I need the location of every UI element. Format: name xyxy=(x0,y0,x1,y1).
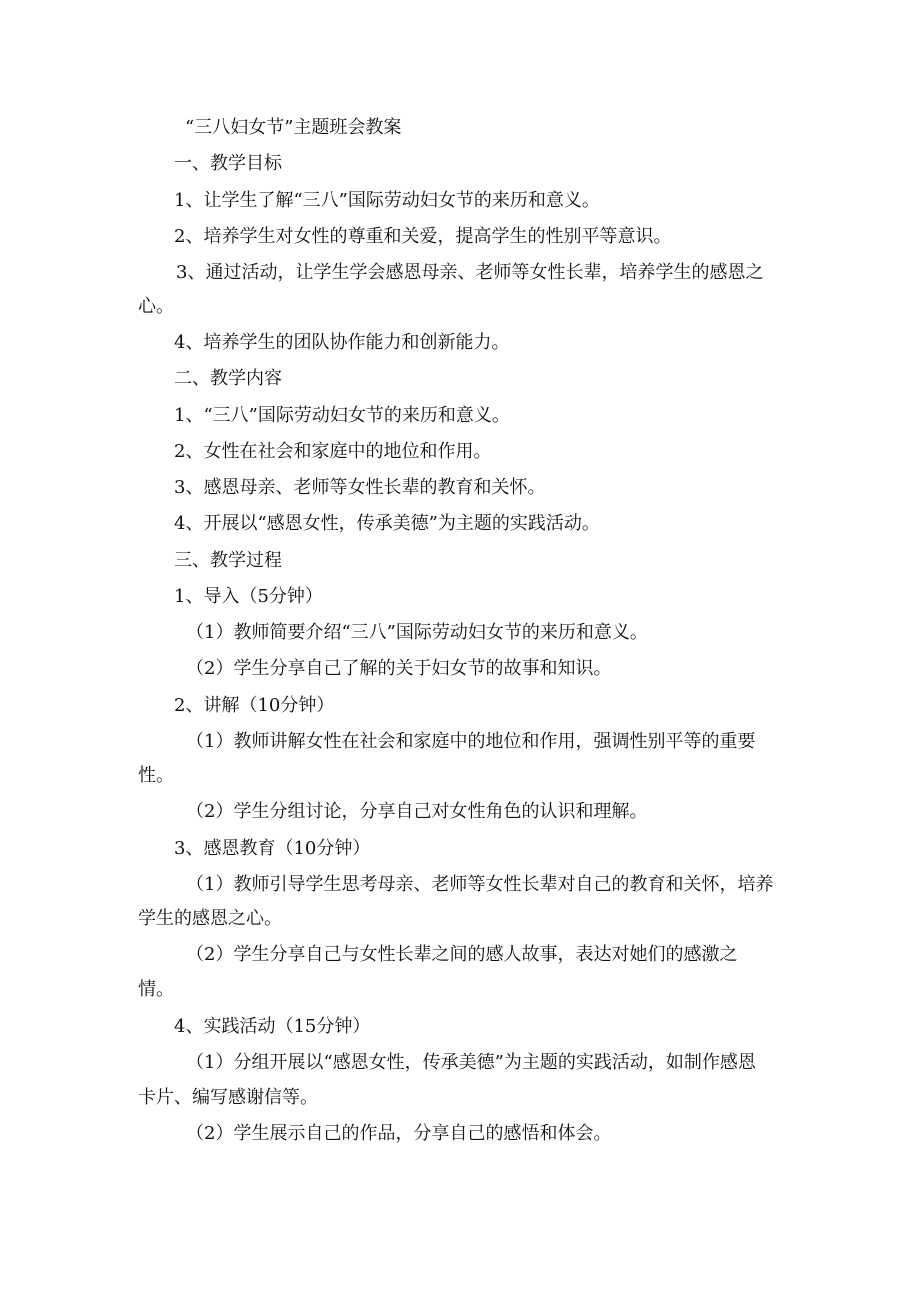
section-heading-content: 二、教学内容 xyxy=(174,368,282,389)
content-item-2: 2、女性在社会和家庭中的地位和作用。 xyxy=(174,441,492,462)
content-item-4: 4、开展以“感恩女性，传承美德”为主题的实践活动。 xyxy=(174,513,600,534)
process-step-4-sub-2: （2）学生展示自己的作品，分享自己的感悟和体会。 xyxy=(186,1123,612,1144)
process-step-3-sub-1-line-1: （1）教师引导学生思考母亲、老师等女性长辈对自己的教育和关怀，培养 xyxy=(186,874,774,895)
process-step-1-sub-1: （1）教师简要介绍“三八”国际劳动妇女节的来历和意义。 xyxy=(186,622,648,643)
objective-item-2: 2、培养学生对女性的尊重和关爱，提高学生的性别平等意识。 xyxy=(174,226,672,247)
process-step-3-sub-2-line-2: 情。 xyxy=(138,979,174,1000)
process-step-2-heading: 2、讲解（10分钟） xyxy=(174,695,335,716)
process-step-4-sub-1-line-2: 卡片、编写感谢信等。 xyxy=(138,1087,318,1108)
document-title: “三八妇女节”主题班会教案 xyxy=(185,117,402,138)
content-item-1: 1、“三八”国际劳动妇女节的来历和意义。 xyxy=(174,405,510,426)
process-step-4-sub-1-line-1: （1）分组开展以“感恩女性，传承美德”为主题的实践活动，如制作感恩 xyxy=(186,1052,756,1073)
process-step-2-sub-1-line-1: （1）教师讲解女性在社会和家庭中的地位和作用，强调性别平等的重要 xyxy=(186,731,756,752)
objective-item-3-line-2: 心。 xyxy=(138,296,174,317)
process-step-1-sub-2: （2）学生分享自己了解的关于妇女节的故事和知识。 xyxy=(186,658,612,679)
section-heading-process: 三、教学过程 xyxy=(174,550,282,571)
objective-item-1: 1、让学生了解“三八”国际劳动妇女节的来历和意义。 xyxy=(174,190,600,211)
section-heading-objectives: 一、教学目标 xyxy=(174,153,282,174)
process-step-4-heading: 4、实践活动（15分钟） xyxy=(174,1016,371,1037)
process-step-3-heading: 3、感恩教育（10分钟） xyxy=(174,838,371,859)
content-item-3: 3、感恩母亲、老师等女性长辈的教育和关怀。 xyxy=(174,477,546,498)
process-step-3-sub-1-line-2: 学生的感恩之心。 xyxy=(138,908,282,929)
objective-item-4: 4、培养学生的团队协作能力和创新能力。 xyxy=(174,332,510,353)
process-step-3-sub-2-line-1: （2）学生分享自己与女性长辈之间的感人故事，表达对她们的感激之 xyxy=(186,944,738,965)
process-step-1-heading: 1、导入（5分钟） xyxy=(174,586,323,607)
objective-item-3-line-1: 3、通过活动，让学生学会感恩母亲、老师等女性长辈，培养学生的感恩之 xyxy=(176,262,764,283)
process-step-2-sub-1-line-2: 性。 xyxy=(138,765,174,786)
process-step-2-sub-2: （2）学生分组讨论，分享自己对女性角色的认识和理解。 xyxy=(186,801,648,822)
